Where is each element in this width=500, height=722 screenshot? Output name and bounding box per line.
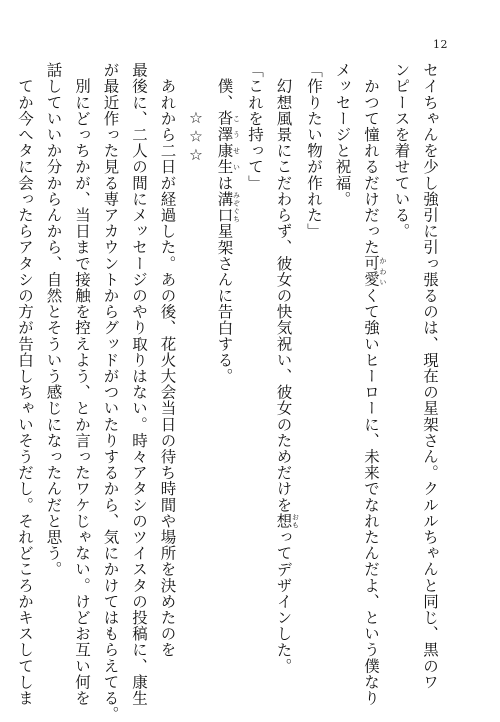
text-line-6 xyxy=(269,62,300,674)
text-line-7: 「これを持って」 xyxy=(246,62,264,191)
text-line-3-start: かつて憧れるだけだった xyxy=(362,62,380,256)
text-line-8-mid: は xyxy=(215,174,234,191)
ruby-omo: 想 おも xyxy=(274,512,300,529)
text-line-3-mid: くて xyxy=(362,287,380,320)
text-line-6-start: 幻想風景にこだわらず、彼女の快気祝い、彼女のためだけを xyxy=(274,62,293,513)
ruby-kousei: 沓澤康生 こうせい xyxy=(215,110,241,175)
text-line-8 xyxy=(210,62,241,662)
page-number: 12 xyxy=(433,38,448,51)
text-line-14: てか今へタに会ったらアタシの方が告白しちゃいそうだし。それどころかキスしてしま xyxy=(16,62,34,706)
text-line-3 xyxy=(357,62,388,707)
text-line-8-start: 僕、 xyxy=(215,62,234,111)
ruby-mizoguchi: 溝口 みぞぐち xyxy=(215,190,241,224)
text-line-11: が最近作った見る専アカウントからグッドがついたりするから、気にかけてはもらえてる。 xyxy=(101,62,120,722)
text-line-1: セイちゃんを少し強引に引っ張るのは、現在の星架さん。クルルちゃんと同じ、黒のワ xyxy=(421,62,439,690)
text-line-6-rest: ってデザインした。 xyxy=(274,528,293,674)
text-line-2: ンピースを着せている。 xyxy=(392,62,411,240)
vertical-text-block xyxy=(11,62,445,722)
text-line-12: 別にどっちかが、当日まで接触を控えよう、とか言ったワケじゃない。けどお互い何を xyxy=(73,62,91,706)
text-line-10: 最後に、二人の間にメッセージのやり取りはない。時々アタシのツイスタの投稿に、康生 xyxy=(130,62,148,706)
text-line-3-rest: 強いヒーローに、未来でなれたんだよ、という僕なり xyxy=(362,319,380,707)
text-line-5: 「作りたい物が作れた」 xyxy=(305,62,323,240)
text-line-8-rest: 星架さんに告白する。 xyxy=(215,223,234,385)
section-break-stars: ☆☆☆ xyxy=(187,108,205,165)
text-line-9: あれから二日が経過した。あの後、花火大会当日の待ち時間や場所を決めたのを xyxy=(158,62,177,658)
text-line-13: 話していいか分からんから、自然とそういう感じになったんだと思う。 xyxy=(44,62,63,578)
ruby-kawaii: 可愛 かわい xyxy=(362,255,387,288)
text-line-4: メッセージと祝福。 xyxy=(333,62,352,207)
